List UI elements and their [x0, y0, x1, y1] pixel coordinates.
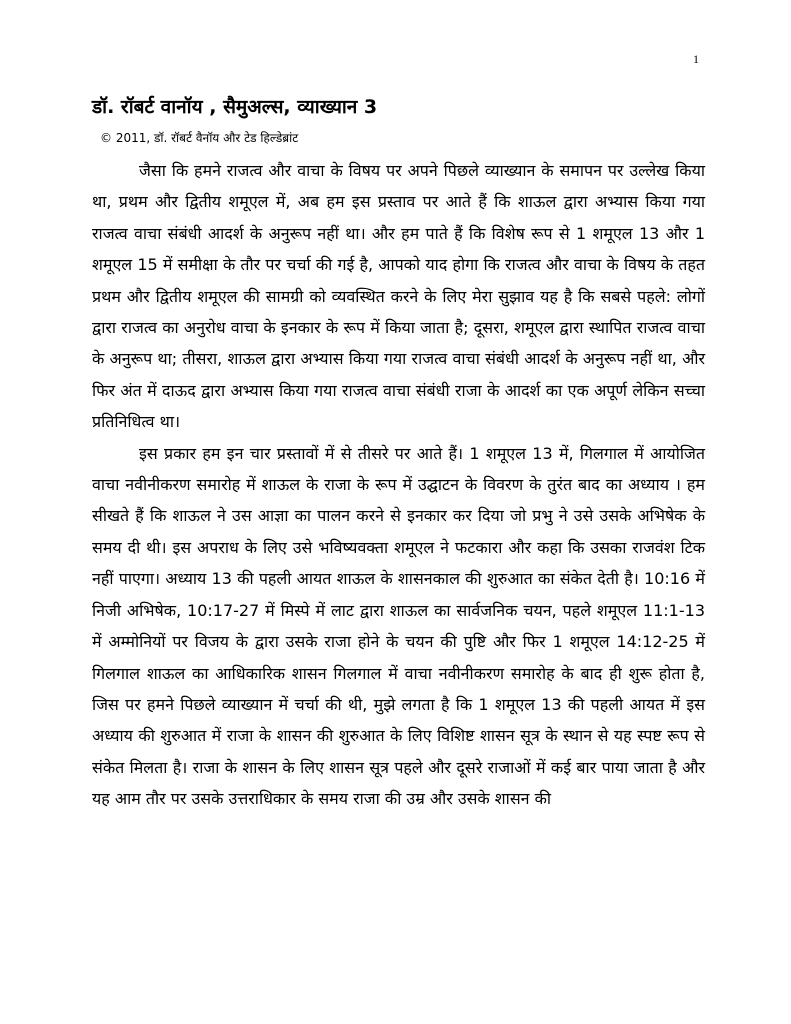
lecture-body — [92, 155, 705, 815]
paragraph: इस प्रकार हम इन चार प्रस्तावों में से तीसरे पर आते हैं। 1 शमूएल 13 में, गिलगाल में आयोजित वाचा नवीनीकरण समारोह में शाऊल के राजा के रूप में उद्घाटन के विवरण के तुरंत बाद का अध्याय । हम सीखते हैं कि शाऊल ने उस आज्ञा का पालन करने से इनकार कर दिया जो प्रभु ने उसे उसके अभिषेक के समय दी थी। इस अपराध के लिए उसे भविष्यवक्ता शमूएल ने फटकारा और कहा कि उसका राजवंश टिक नहीं पाएगा। अध्याय 13 की पहली आयत शाऊल के शासनकाल की शुरुआत का संकेत देती है। 10:16 में निजी अभिषेक, 10:17-27 में मिस्पे में लाट द्वारा शाऊल का सार्वजनिक चयन, पहले शमूएल 11:1-13 में अम्मोनियों पर विजय के द्वारा उसके राजा होने के चयन की पुष्टि और फिर 1 शमूएल 14:12-25 में गिलगाल शाऊल का आधिकारिक शासन गिलगाल में वाचा नवीनीकरण समारोह के बाद ही शुरू होता है, जिस पर हमने पिछले व्याख्यान में चर्चा की थी, मुझे लगता है कि 1 शमूएल 13 की पहली आयत में इस अध्याय की शुरुआत में राजा के शासन की शुरुआत के लिए विशिष्ट शासन सूत्र के स्थान से यह स्पष्ट रूप से संकेत मिलता है। राजा के शासन के लिए शासन सूत्र पहले और दूसरे राजाओं में कई बार पाया जाता है और यह आम तौर पर उसके उत्तराधिकार के समय राजा की उम्र और उसके शासन की — [92, 443, 706, 809]
lecture-title: डॉ. रॉबर्ट वानॉय , सैमुअल्स, व्याख्यान 3 — [92, 96, 378, 118]
paragraph: जैसा कि हमने राजत्व और वाचा के विषय पर अपने पिछले व्याख्यान के समापन पर उल्लेख किया था, प्रथम और द्वितीय शमूएल में, अब हम इस प्रस्ताव पर आते हैं कि शाऊल द्वारा अभ्यास किया गया राजत्व वाचा संबंधी आदर्श के अनुरूप नहीं था। और हम पाते हैं कि विशेष रूप से 1 शमूएल 13 और 1 शमूएल 15 में समीक्षा के तौर पर चर्चा की गई है, आपको याद होगा कि राजत्व और वाचा के विषय के तहत प्रथम और द्वितीय शमूएल की सामग्री को व्यवस्थित करने के लिए मेरा सुझाव यह है कि सबसे पहले: लोगों द्वारा राजत्व का अनुरोध वाचा के इनकार के रूप में किया जाता है; दूसरा, शमूएल द्वारा स्थापित राजत्व वाचा के अनुरूप था; तीसरा, शाऊल द्वारा अभ्यास किया गया राजत्व वाचा संबंधी आदर्श के अनुरूप नहीं था, और फिर अंत में दाऊद द्वारा अभ्यास किया गया राजत्व वाचा संबंधी राजा के आदर्श का एक अपूर्ण लेकिन सच्चा प्रतिनिधित्व था। — [92, 161, 705, 432]
copyright-line: © 2011, डॉ. रॉबर्ट वैनॉय और टेड हिल्डेब्रांट — [100, 131, 299, 145]
page-number: 1 — [693, 52, 699, 66]
